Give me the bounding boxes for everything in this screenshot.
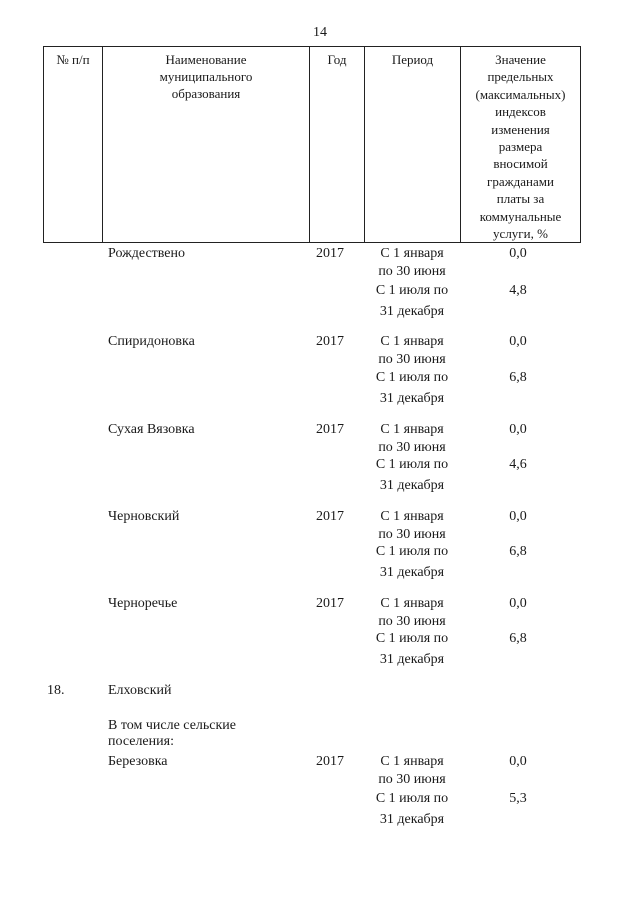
period-second-half — [362, 282, 462, 321]
period-line: по 30 июня — [378, 264, 446, 279]
period-second-half — [362, 369, 462, 408]
header-line: (максимальных) — [475, 86, 566, 102]
value-first-half: 0,0 — [509, 246, 527, 261]
value-first-half: 0,0 — [509, 596, 527, 611]
header-line: услуги, % — [493, 226, 548, 242]
period-first-half — [362, 595, 462, 631]
header-line: гражданами — [487, 173, 554, 189]
municipality-name: Сухая Вязовка — [108, 422, 195, 437]
period-line: С 1 января — [380, 422, 444, 437]
year-cell: 2017 — [316, 334, 344, 349]
header-col-period — [365, 51, 460, 68]
year-cell: 2017 — [316, 596, 344, 611]
header-line: вносимой — [493, 156, 548, 172]
period-line: С 1 июля по — [375, 370, 449, 385]
municipality-name: Рождествено — [108, 246, 186, 261]
period-line: С 1 января — [380, 509, 444, 524]
period-first-half — [362, 753, 462, 789]
period-line: по 30 июня — [378, 527, 446, 542]
header-divider — [309, 46, 310, 243]
header-line: размера — [498, 139, 543, 155]
header-line: индексов — [495, 104, 546, 120]
header-line: предельных — [487, 69, 554, 85]
header-divider — [364, 46, 365, 243]
value-first-half: 0,0 — [509, 422, 527, 437]
header-line: Наименование — [165, 52, 247, 67]
period-line: по 30 июня — [378, 352, 446, 367]
year-cell: 2017 — [316, 422, 344, 437]
period-line: С 1 июля по — [375, 791, 449, 806]
year-cell: 2017 — [316, 754, 344, 769]
value-second-half: 6,8 — [509, 544, 527, 559]
municipality-name: Березовка — [108, 754, 168, 769]
value-first-half: 0,0 — [509, 509, 527, 524]
period-line: С 1 июля по — [375, 457, 449, 472]
period-line: по 30 июня — [378, 772, 446, 787]
header-divider — [580, 46, 581, 243]
year-cell: 2017 — [316, 246, 344, 261]
municipality-name: Черноречье — [108, 596, 178, 611]
page-number: 14 — [313, 25, 327, 40]
header-col-year — [310, 51, 364, 68]
header-line: муниципального — [159, 69, 253, 84]
period-first-half — [362, 421, 462, 457]
district-name: Елховский — [108, 683, 172, 698]
value-second-half: 6,8 — [509, 631, 527, 646]
header-col-year-label: Год — [327, 52, 347, 67]
municipality-name: Черновский — [108, 509, 180, 524]
header-line: изменения — [491, 121, 550, 137]
header-divider — [43, 46, 44, 243]
period-line: по 30 июня — [378, 614, 446, 629]
subheading-line: В том числе сельские — [108, 718, 237, 733]
period-line: С 1 июля по — [375, 544, 449, 559]
period-second-half — [362, 790, 462, 829]
period-line: С 1 января — [380, 334, 444, 349]
header-col-number — [44, 51, 102, 68]
period-first-half — [362, 245, 462, 281]
value-second-half: 4,8 — [509, 283, 527, 298]
subheading-line: поселения: — [108, 734, 174, 749]
section-subheading — [108, 718, 236, 750]
header-line: Значение — [495, 52, 546, 67]
header-col-number-label: № п/п — [56, 52, 90, 67]
period-line: 31 декабря — [379, 478, 445, 493]
value-second-half: 4,6 — [509, 457, 527, 472]
header-col-name — [103, 51, 309, 102]
period-line: С 1 января — [380, 754, 444, 769]
municipality-name: Спиридоновка — [108, 334, 195, 349]
period-line: С 1 января — [380, 596, 444, 611]
period-line: С 1 января — [380, 246, 444, 261]
value-first-half: 0,0 — [509, 334, 527, 349]
period-line: С 1 июля по — [375, 283, 449, 298]
period-second-half — [362, 630, 462, 669]
year-cell: 2017 — [316, 509, 344, 524]
period-line: 31 декабря — [379, 304, 445, 319]
period-line: по 30 июня — [378, 440, 446, 455]
period-second-half — [362, 456, 462, 495]
header-col-value — [461, 51, 580, 242]
section-number: 18. — [47, 683, 65, 698]
value-second-half: 6,8 — [509, 370, 527, 385]
header-col-period-label: Период — [391, 52, 434, 67]
period-line: 31 декабря — [379, 565, 445, 580]
header-top-border — [43, 46, 580, 47]
value-first-half: 0,0 — [509, 754, 527, 769]
period-first-half — [362, 508, 462, 544]
period-line: 31 декабря — [379, 391, 445, 406]
value-second-half: 5,3 — [509, 791, 527, 806]
period-line: 31 декабря — [379, 812, 445, 827]
header-line: коммунальные — [479, 208, 562, 224]
period-first-half — [362, 333, 462, 369]
period-second-half — [362, 543, 462, 582]
period-line: С 1 июля по — [375, 631, 449, 646]
period-line: 31 декабря — [379, 652, 445, 667]
header-line: платы за — [496, 191, 545, 207]
header-line: образования — [171, 86, 241, 101]
